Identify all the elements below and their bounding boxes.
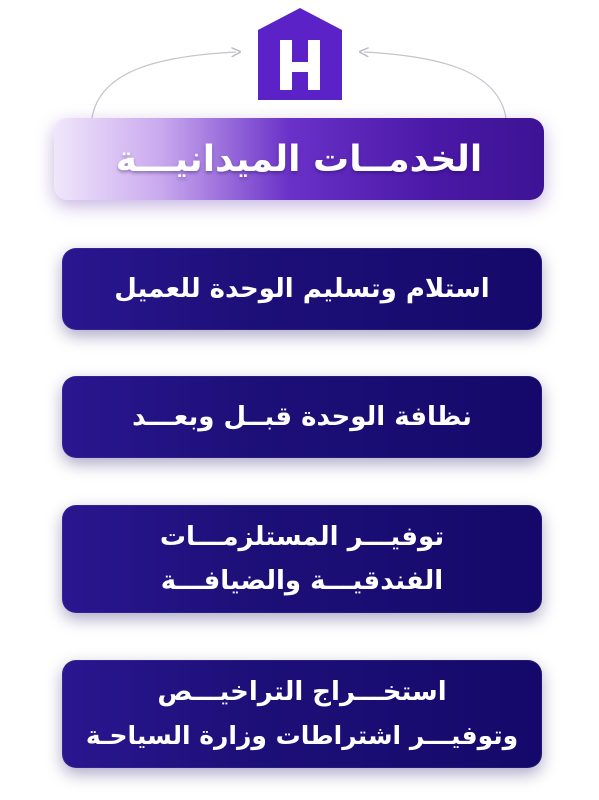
service-card-unit-handover [62,248,542,330]
service-card-licenses [62,660,542,768]
page-title: الخدمــات الميدانيـــة [115,138,483,180]
service-card-text-line-2: وتوفيـــر اشتراطات وزارة السياحـة [85,721,519,750]
service-card-text-line-2: الفندقيـــة والضيافـــة [160,566,444,596]
service-card-text: استلام وتسليم الوحدة للعميل [114,274,490,304]
service-card-supplies [62,505,542,613]
service-card-cleaning [62,376,542,458]
service-card-text-line-1: استخـــراج التراخيـــص [157,677,447,707]
title-banner [54,118,544,200]
service-card-text: نظافة الوحدة قبــل وبعـــد [132,402,472,432]
hotel-logo-icon [254,6,346,102]
service-card-text-line-1: توفيـــر المستلزمـــات [159,522,445,552]
